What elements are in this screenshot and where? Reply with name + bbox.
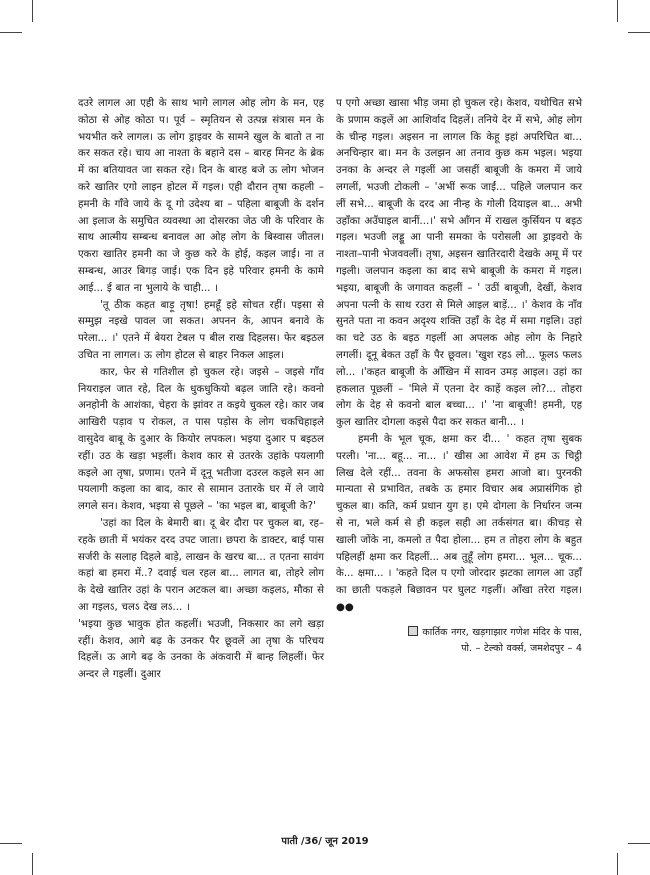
crop-mark-top-right-v xyxy=(617,0,618,22)
left-paragraph-5: 'भइया कुछ भावुक होत कहलीं। भउजी, निकसार का लगे खड़ा रहीं। केशव, आगे बढ़ के उनकर पैर छूवलें आ तृषा के परिचय दिहलें। ऊ आगे बढ़ के उनका के अंकवारी में बान्ह लिहलीं। फेर अन्दर ले गइलीं। दुआर xyxy=(78,618,324,681)
left-paragraph-4: 'उहां का दिल के बेमारी बा। दू बेर दौरा पर चुकल बा, रह–रहके छाती में भयंकर दरद उपट जाता। छपरा के डाक्टर, बाई पास सर्जरी के सलाह दिहले बाड़े, लाखन के खरच बा... त एतना सावंग कहां बा हमरा में..? दवाई चल रहल बा... लागत बा, तोहरे लोग के देखे खातिर उहां के परान अटकल बा। अच्छा कइलऽ, मौका से आ गइलऽ, चलऽ देख लऽ... । xyxy=(78,517,324,613)
address-line-2: पो. – टेल्को वर्क्स, जमशेदपुर – 4 xyxy=(461,642,582,654)
right-paragraph-2 xyxy=(336,432,582,617)
right-paragraph-1: प एगो अच्छा खासा भीड़ जमा हो चुकल रहे। केशव, यथोचित सभे के प्रणाम कइलें आ आशिर्वाद दिहलें। तनिये देर में सभे, ओह लोग के चीन्ह गइल। अइसन ना लागल कि केहू इहां अपरिचित बा... अनचिन्हार बा। मन के उलझन आ तनाव कुछ कम भइल। भइया उनका के अन्दर ले गइलीं आ जसहीं बाबूजी के कमरा में जाये लगलीं, भउजी टोकली – 'अभीं रूक जाईं... पहिले जलपान कर लीं सभे... बाबूजी के दरद आ नीन्ह के गोली दियाइल बा... अभी उहाँका अउँघाइल बानीं...।' सभे आँगन में राखल कुर्सियन प बइठ गइल। भउजी लड्डू आ पानी समका के परोसली आ ड्राइवरो के नाश्ता–पानी भेजववलीं। तृषा, अइसन खातिरदारी देखके अमू में पर गइली। जलपान कइला का बाद सभे बाबूजी के कमरा में गइल। भइया, बाबूजी के जगावत कहलीं – ' उठीं बाबूजी, देखीं, केशव अपना पत्नी के साथ रउरा से मिले आइल बाड़ें... ।' केशव के नाँव सुनते पता ना कवन अदृश्य शक्ति उहाँ के देह में समा गइलि। उहां का चटे उठ के बइठ गइलीं आ अपलक ओह लोग के निहारे लगलीं। दूनू बेकत उहाँ के पैर छूवल। 'खुश रहऽ लो... फूलऽ फलऽ लो... ।'कहत बाबूजी के ऑंखिन में सावन उमड़ आइल। उहां का हकलात पूछलीं – 'मिले में एतना देर काहें कइल लो?... तोहरा लोग के देह से कवनो बाल बच्चा... ।' 'ना बाबूजी! हमनी, एह कुल खातिर दोगला कइसे पैदा कर सकत बानी... । xyxy=(336,98,582,429)
address-line-1 xyxy=(336,625,582,641)
left-paragraph-3: कार, फेर से गतिशील हो चुकल रहे। जइसे – जइसे गाँव नियराइल जात रहे, दिल के धुकधुकियो बढ़ल जाति रहे। कवनो अनहोनी के आशंका, चेहरा के झांवर त कइये चुकल रहे। कार जब आखिरी पड़ाव प रोकल, त पास पड़ोस के लोग चकचिहाइले वासुदेव बाबू के दुआर के कियोर लपकल। भइया दुआर प बइठल रहीं। उठ के खड़ा भइलीं। केशव कार से उतरके उहांके पयलागी कइले आ तृषा, प्रणाम। एतने में दूनू भतीजा दउरल कइले सन आ पयलागी कइला का बाद, कार से सामान उतारके घर में ले जाये लगले सन। केशव, भइया से पूछले – 'का भइल बा, बाबूजी के?' xyxy=(78,366,324,513)
crop-mark-top-right-h xyxy=(628,32,650,33)
crop-mark-top-left-h xyxy=(0,32,22,33)
left-paragraph-2: 'तू ठीक कहत बाड़ू तृषा! हमहूँ इहे सोचत रहीं। पइसा से सम्मुझ नइखे पावल जा सकत। अपनन के, आपन बनावे के परेला... ।' एतने में बेयरा टेबल प बील राख दिहलस। फेर बइठल उचित ना लागल। ऊ लोग होटल से बाहर निकल आइल। xyxy=(78,299,324,361)
left-column xyxy=(78,96,324,684)
author-address xyxy=(336,625,582,657)
end-mark: ●● xyxy=(336,601,354,613)
crop-mark-top-left-v xyxy=(32,0,33,22)
crop-mark-bottom-left-v xyxy=(32,853,33,875)
bullet-box-icon xyxy=(408,626,418,636)
right-column xyxy=(336,96,582,657)
address-line-1-text: कार्तिक नगर, खड़गाझार गणेश मंदिर के पास, xyxy=(422,626,582,638)
left-paragraph-1: दउरे लागल आ एही के साथ भागे लागल ओह लोग के मन, एह कोठा से ओह कोठा प। पूर्व – स्मृतियन से उत्पन्न संत्रास मन के भयभीत करे लागल। ऊ लोग ड्राइवर के सामने खुल के बातो त ना कर सकत रहे। चाय आ नाश्ता के बहाने दस – बारह मिनट के ब्रेक में का बतियावत जा सकत रहे। दिन के बारह बजे ऊ लोग भोजन करे खातिर एगो लाइन होटल में गइल। एही दौरान तृषा कहली – हमनी के गाँवे जाये के दू गो उदेश्य बा – पहिला बाबूजी के दर्शन आ इलाज के समुचित व्यवस्था आ दोसरका जेठ जी के परिवार के साथ आत्मीय सम्बन्ध बनावल आ ओह लोग के बिस्वास जीतल। एकरा खातिर हमनी का जे कुछ करे के होई, कइल जाई। ना त सम्बन्ध, आउर बिगड़ जाई। एक दिन इहे परिवार हमनी के कामे आई... ई बात ना भुलाये के चाही... । xyxy=(78,98,324,294)
page-footer: पाती /36/ जून 2019 xyxy=(281,836,369,847)
crop-mark-bottom-right-v xyxy=(617,853,618,875)
right-paragraph-2-text: हमनी के भूल चूक, क्षमा कर दी... ' कहत तृषा सुबक परली। 'ना... बहू... ना... ।' खीस आ आवेश में हम ऊ चिट्ठी लिख देले रहीं... तवना के अफसोस हमरा आजो बा। पुरनकी मान्यता से प्रभावित, तबके ऊ हमार विचार अब अप्रासंगिक हो चुकल बा। कति, कर्म प्रधान युग ह। एमे दोगला के निर्धारन जन्म से ना, भले कर्म से ही कइल सही आ तर्कसंगत बा। कीचड़ से खाली जोंके ना, कमलो त पैदा होला... हम त तोहरा लोग के बहुत पहिलहीं क्षमा कर दिहलीं... अब तुहूँ लोग हमरा... भूल... चूक... के... क्षमा... । 'कहते दिल प एगो जोरदार झटका लागल आ उहाँ का छाती पकड़ले बिछावन पर घुलट गइलीं। आँखा तरेरा गइल। xyxy=(336,433,582,597)
